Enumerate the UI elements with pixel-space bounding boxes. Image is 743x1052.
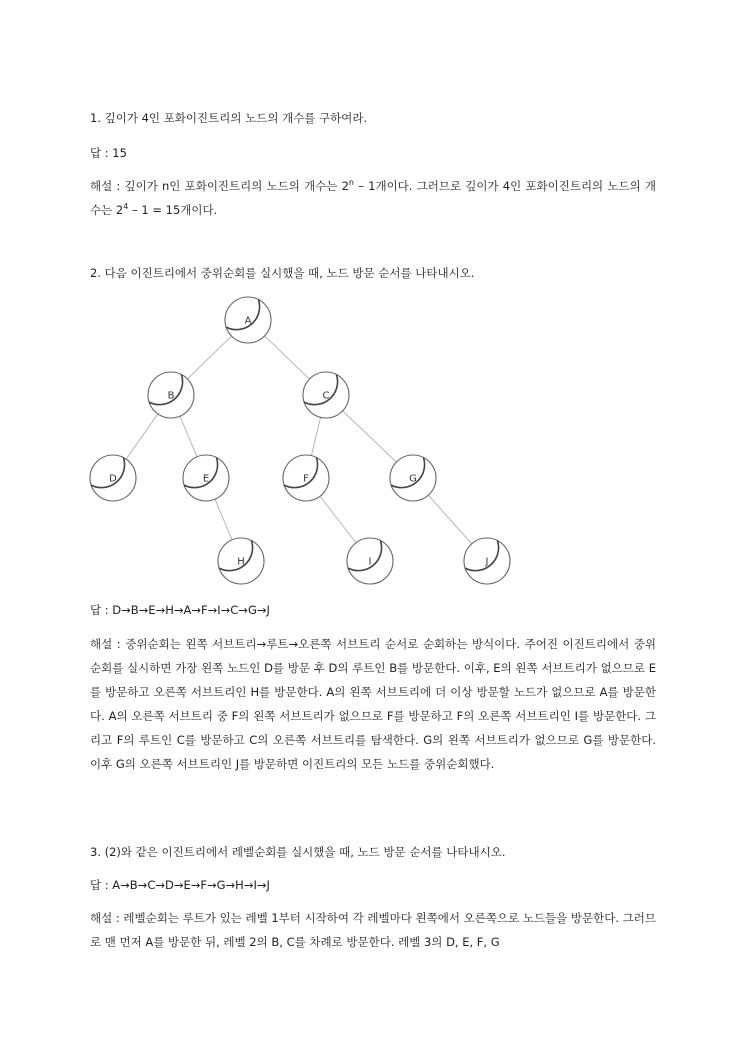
tree-node-label: I xyxy=(368,556,372,568)
tree-node-label: G xyxy=(409,473,417,485)
tree-edge-A-B xyxy=(187,336,231,379)
tree-edge-C-G xyxy=(343,411,397,462)
tree-node-label: E xyxy=(202,473,210,485)
q3-explanation: 해설 : 레벨순회는 루트가 있는 레벨 1부터 시작하여 각 레벨마다 왼쪽에서 오른쪽으로 노드들을 방문한다. 그러므로 맨 먼저 A를 방문한 뒤, 레벨 2의 B, C를 차례로 방문한다. 레벨 3의 D, E, F, G xyxy=(90,911,656,949)
tree-edges xyxy=(126,336,472,544)
tree-node-label: J xyxy=(485,556,489,568)
tree-node-J xyxy=(464,538,510,584)
tree-node-B xyxy=(148,372,194,418)
tree-node-label: C xyxy=(322,390,330,402)
tree-node-I xyxy=(347,538,393,584)
tree-edge-B-D xyxy=(126,414,158,459)
tree-node-label: D xyxy=(109,473,117,485)
q1-exp-part: – 1 = 15개이다. xyxy=(128,203,218,217)
tree-edge-B-E xyxy=(180,416,197,457)
tree-node-E xyxy=(183,455,229,501)
q3-question: 3. (2)와 같은 이진트리에서 레벨순회를 실시했을 때, 노드 방문 순서를 나타내시오. xyxy=(90,845,506,859)
tree-node-label: F xyxy=(303,473,309,485)
tree-node-F xyxy=(283,455,329,501)
tree-node-C xyxy=(303,372,349,418)
q1-exp-part: 해설 : 깊이가 n인 포화이진트리의 노드의 개수는 2 xyxy=(90,179,349,193)
tree-edge-C-F xyxy=(311,417,320,455)
tree-nodes xyxy=(90,297,510,584)
tree-node-label: H xyxy=(237,556,245,568)
tree-edge-E-H xyxy=(215,499,232,540)
tree-node-G xyxy=(390,455,436,501)
tree-edge-F-I xyxy=(320,496,356,543)
q1-answer: 답 : 15 xyxy=(90,146,127,160)
q2-answer: 답 : D→B→E→H→A→F→I→C→G→J xyxy=(90,603,270,617)
tree-node-label: B xyxy=(167,390,175,402)
tree-node-D xyxy=(90,455,136,501)
tree-edge-A-C xyxy=(265,336,310,379)
tree-node-label: A xyxy=(244,315,252,327)
tree-edge-G-J xyxy=(428,495,471,544)
q2-explanation: 해설 : 중위순회는 왼쪽 서브트리→루트→오른쪽 서브트리 순서로 순회하는 방식이다. 주어진 이진트리에서 중위순회를 실시하면 가장 왼쪽 노드인 D를 방문 후 D의 루트인 B를 방문한다. 이후, E의 왼쪽 서브트리가 없으므로 E를 방문하고 오른쪽 서브트리인 H를 방문한다. A의 왼쪽 서브트리에 더 이상 방문할 노드가 없으므로 A를 방문한다. A의 오른쪽 서브트리 중 F의 왼쪽 서브트리가 없으므로 F를 방문하고 F의 오른쪽 서브트리인 I를 방문한다. 그리고 F의 루트인 C를 방문하고 C의 오른쪽 서브트리를 탐색한다. G의 왼쪽 서브트리가 없으므로 G를 방문한다. 이후 G의 오른쪽 서브트리인 J를 방문하면 이진트리의 모든 노드를 중위순회했다. xyxy=(90,637,656,771)
q1-question: 1. 깊이가 4인 포화이진트리의 노드의 개수를 구하여라. xyxy=(90,111,368,125)
tree-node-A xyxy=(225,297,271,343)
q1-exp-sup: n xyxy=(348,178,354,188)
q1-exp-sup: 4 xyxy=(123,202,129,212)
q3-answer: 답 : A→B→C→D→E→F→G→H→I→J xyxy=(90,878,270,892)
q1-exp-part: – 1개이다. 그러므로 깊이가 4인 포화이진트리의 노드의 개수는 2 xyxy=(90,179,656,217)
tree-node-H xyxy=(218,538,264,584)
q2-question: 2. 다음 이진트리에서 중위순회를 실시했을 때, 노드 방문 순서를 나타내시오. xyxy=(90,266,475,280)
